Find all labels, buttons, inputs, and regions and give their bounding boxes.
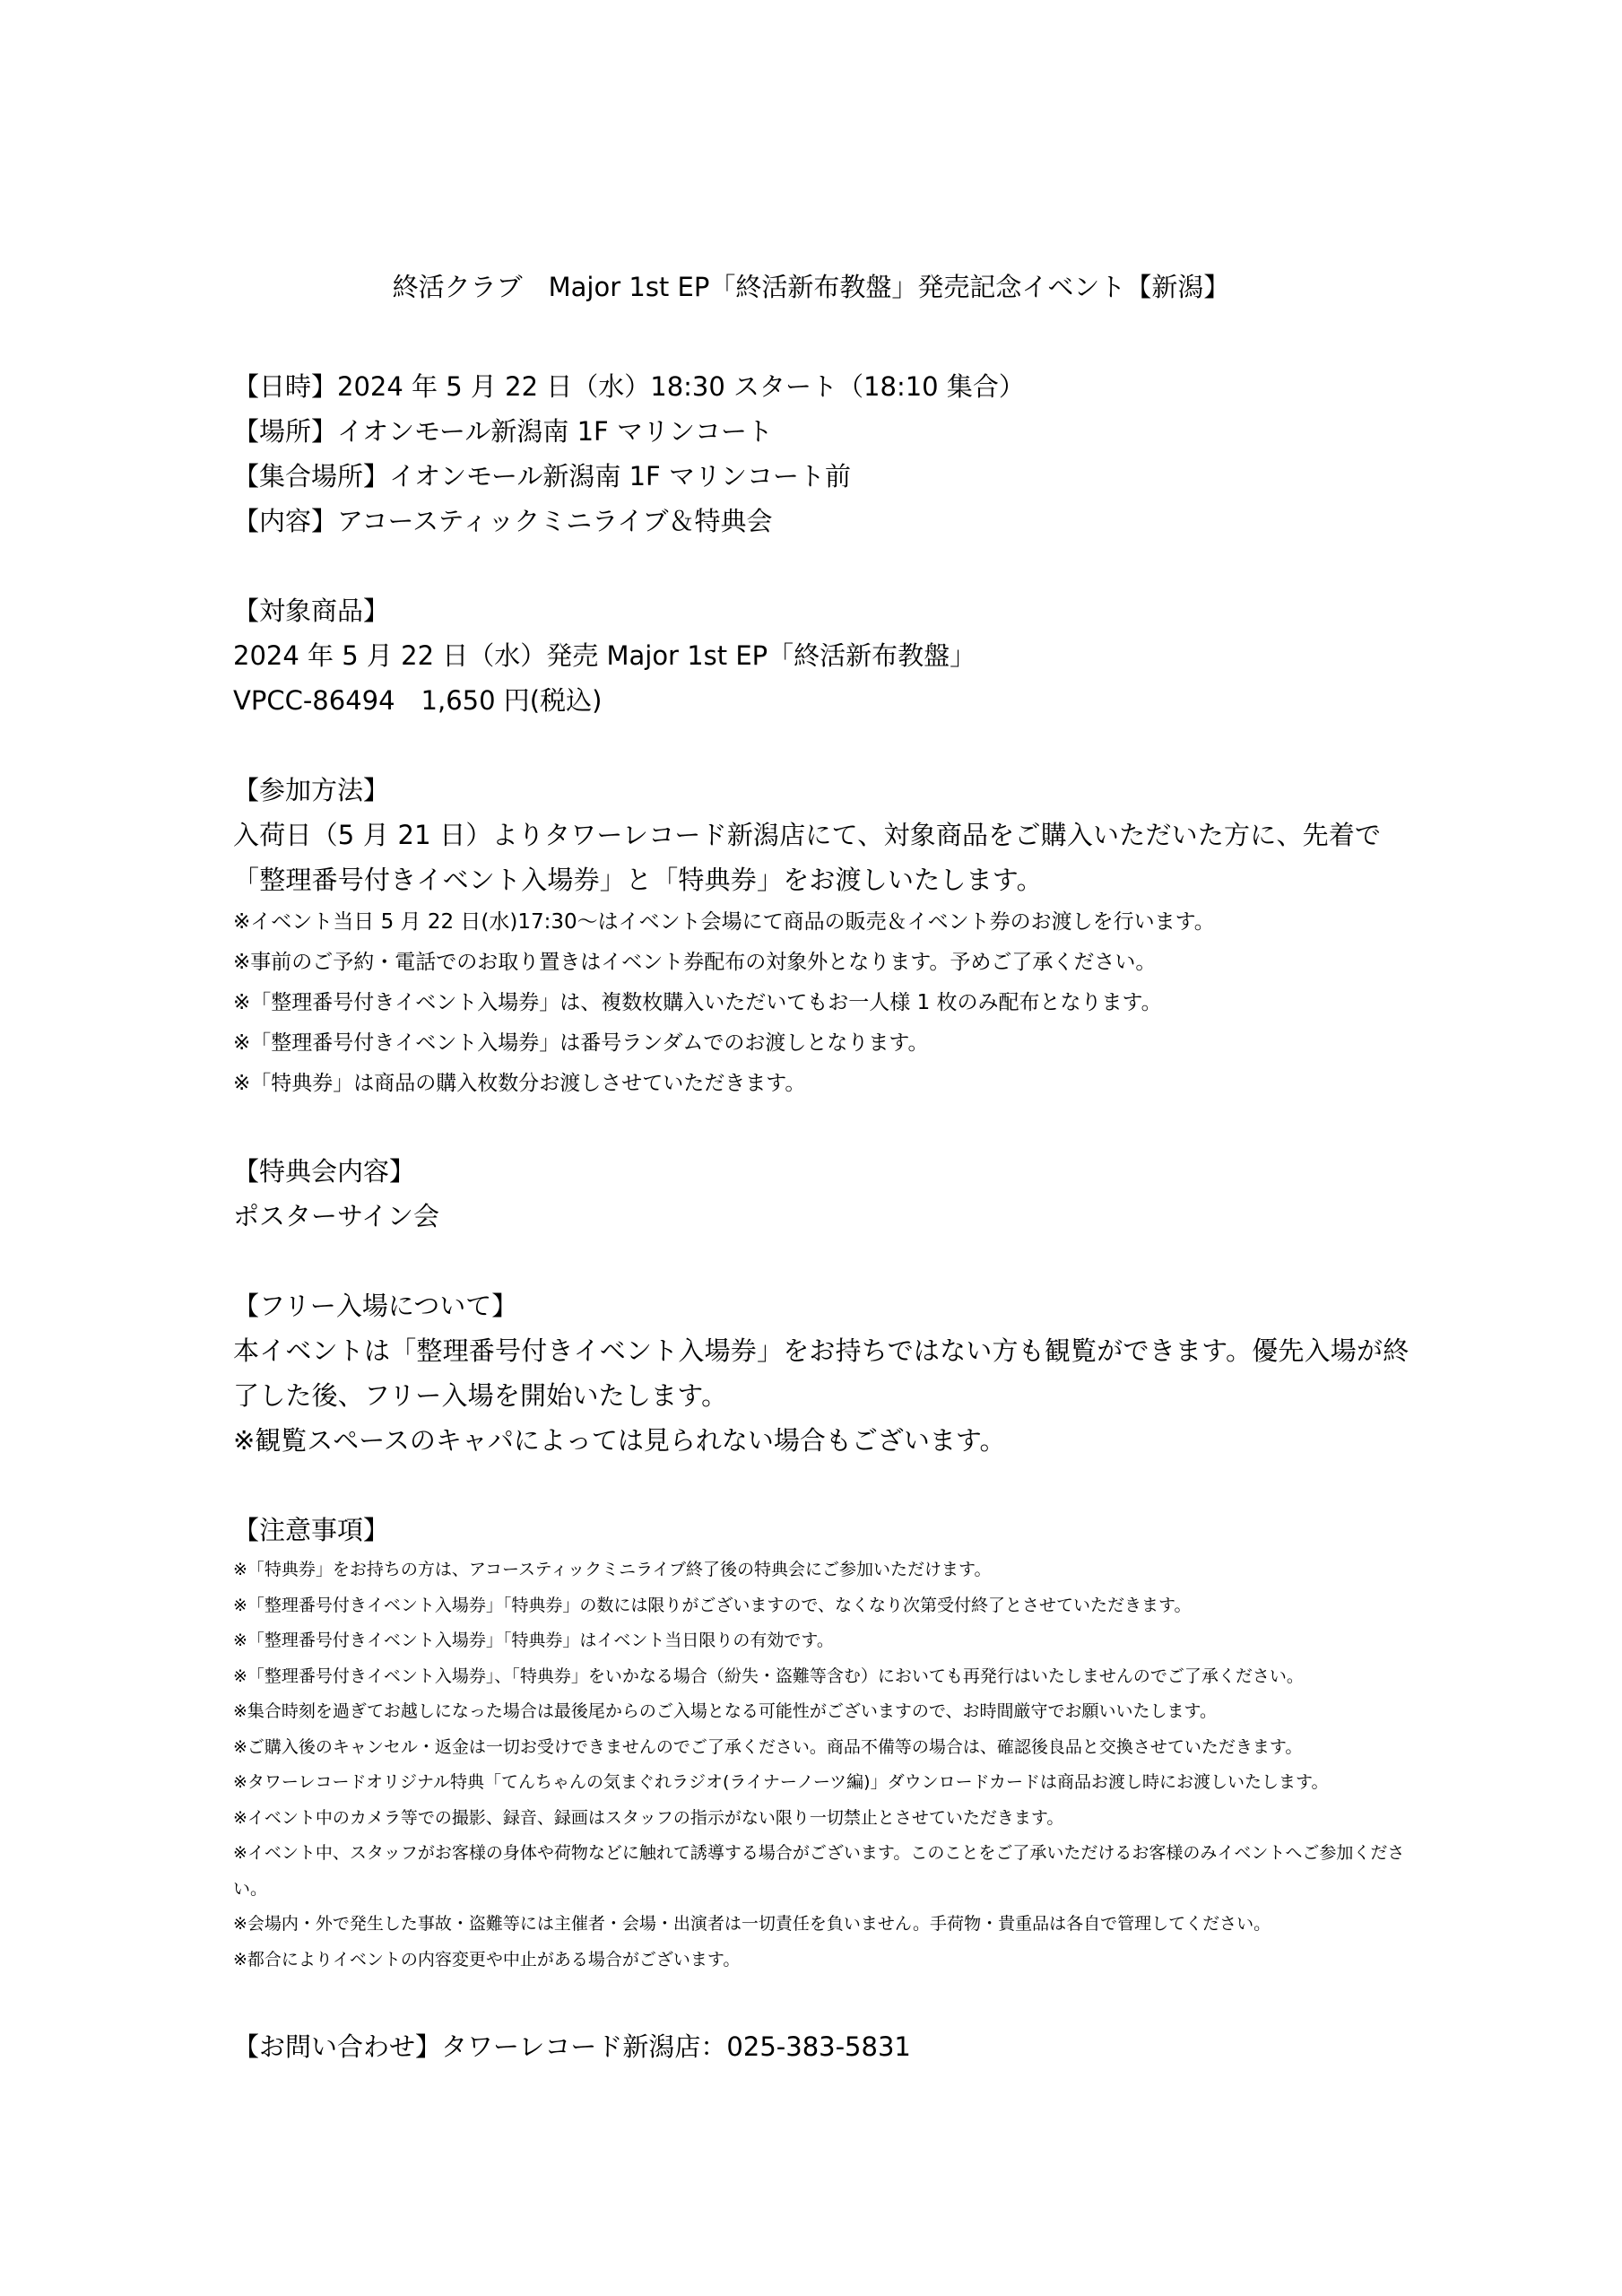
participation-note: ※「整理番号付きイベント入場券」は、複数枚購入いただいてもお一人様 1 枚のみ配布となります。 [233, 991, 1162, 1014]
caution-item: ※集合時刻を過ぎてお越しになった場合は最後尾からのご入場となる可能性がございますので、お時間厳守でお願いいたします。 [233, 1701, 1218, 1721]
participation-section [233, 768, 1417, 1104]
participation-body: 入荷日（5 月 21 日）よりタワーレコード新潟店にて、対象商品をご購入いただいた方に、先着で「整理番号付きイベント入場券」と「特典券」をお渡しいたします。 [233, 820, 1382, 895]
participation-note: ※イベント当日 5 月 22 日(水)17:30～はイベント会場にて商品の販売＆イベント券のお渡しを行います。 [233, 910, 1215, 934]
participation-note: ※事前のご予約・電話でのお取り置きはイベント券配布の対象外となります。予めご了承ください。 [233, 951, 1157, 974]
target-product-release: 2024 年 5 月 22 日（水）発売 Major 1st EP「終活新布教盤」 [233, 640, 976, 671]
caution-item: ※都合によりイベントの内容変更や中止がある場合がございます。 [233, 1949, 741, 1970]
event-datetime: 【日時】2024 年 5 月 22 日（水）18:30 スタート（18:10 集合） [233, 371, 1025, 402]
spacer [233, 723, 1417, 768]
free-entry-heading: 【フリー入場について】 [233, 1291, 518, 1321]
event-meeting-place: 【集合場所】イオンモール新潟南 1F マリンコート前 [233, 461, 851, 491]
free-entry-section [233, 1283, 1417, 1463]
spacer [233, 1239, 1417, 1283]
event-venue: 【場所】イオンモール新潟南 1F マリンコート [233, 416, 773, 447]
free-entry-body: 本イベントは「整理番号付きイベント入場券」をお持ちではない方も観覧ができます。優先入場が終了した後、フリー入場を開始いたします。 [233, 1335, 1409, 1411]
caution-item: ※「整理番号付きイベント入場券」「特典券」はイベント当日限りの有効です。 [233, 1631, 834, 1650]
participation-note: ※「整理番号付きイベント入場券」は番号ランダムでのお渡しとなります。 [233, 1031, 929, 1055]
caution-item: ※タワーレコードオリジナル特典「てんちゃんの気まぐれラジオ(ライナーノーツ編)」ダウンロードカードは商品お渡し時にお渡しいたします。 [233, 1772, 1329, 1792]
spacer [233, 1104, 1417, 1149]
spacer [233, 1463, 1417, 1508]
benefit-section [233, 1149, 1417, 1239]
cautions-heading: 【注意事項】 [233, 1515, 390, 1545]
caution-item: ※「整理番号付きイベント入場券」「特典券」の数には限りがございますので、なくなり次第受付終了とさせていただきます。 [233, 1595, 1192, 1615]
target-product-heading: 【対象商品】 [233, 596, 390, 626]
caution-item: ※イベント中、スタッフがお客様の身体や荷物などに触れて誘導する場合がございます。このことをご了承いただけるお客様のみイベントへご参加ください。 [233, 1843, 1405, 1899]
free-entry-note: ※観覧スペースのキャパによっては見られない場合もございます。 [233, 1425, 1006, 1456]
document-body [233, 364, 1417, 2069]
spacer [233, 1978, 1417, 2024]
caution-item: ※ご購入後のキャンセル・返金は一切お受けできませんのでご了承ください。商品不備等の場合は、確認後良品と交換させていただきます。 [233, 1736, 1303, 1757]
caution-item: ※イベント中のカメラ等での撮影、録音、録画はスタッフの指示がない限り一切禁止とさせていただきます。 [233, 1807, 1064, 1828]
cautions-section [233, 1508, 1417, 1978]
participation-note: ※「特典券」は商品の購入枚数分お渡しさせていただきます。 [233, 1072, 806, 1095]
caution-item: ※「特典券」をお持ちの方は、アコースティックミニライブ終了後の特典会にご参加いただけます。 [233, 1560, 992, 1579]
document-title: 終活クラブ Major 1st EP「終活新布教盤」発売記念イベント【新潟】 [392, 272, 1230, 302]
spacer [233, 544, 1417, 588]
caution-item: ※会場内・外で発生した事故・盗難等には主催者・会場・出演者は一切責任を負いません。手荷物・貴重品は各自で管理してください。 [233, 1914, 1271, 1934]
participation-heading: 【参加方法】 [233, 775, 390, 805]
event-info-section [233, 364, 1417, 544]
caution-item: ※「整理番号付きイベント入場券」、「特典券」をいかなる場合（紛失・盗難等含む）においても再発行はいたしませんのでご了承ください。 [233, 1665, 1304, 1686]
benefit-heading: 【特典会内容】 [233, 1156, 416, 1187]
contact-line: 【お問い合わせ】タワーレコード新潟店：025-383-5831 [233, 2031, 911, 2062]
target-product-price: VPCC-86494 1,650 円(税込) [233, 685, 603, 716]
benefit-body: ポスターサイン会 [233, 1201, 439, 1231]
target-product-section [233, 588, 1417, 723]
event-content: 【内容】アコースティックミニライブ＆特典会 [233, 506, 773, 536]
